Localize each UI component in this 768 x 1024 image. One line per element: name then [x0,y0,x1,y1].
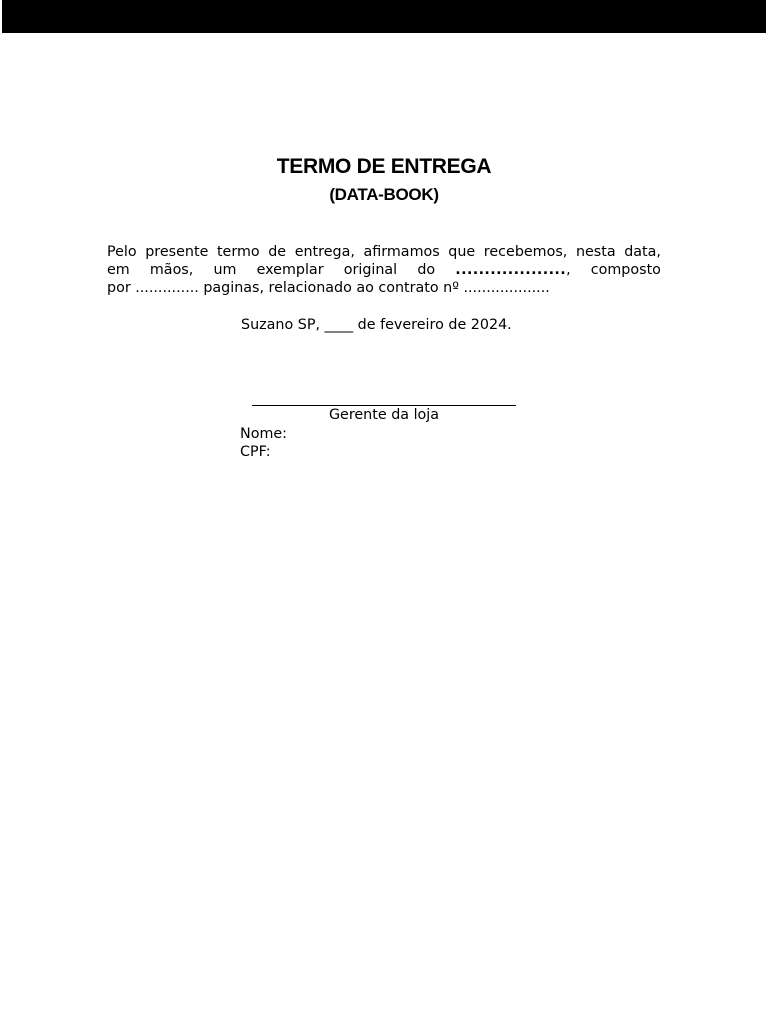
paragraph-line-2 [107,261,661,279]
word: relacionado [268,280,352,296]
word: de [268,244,287,260]
word: nº [443,280,459,296]
word: ao [356,280,374,296]
word: contrato [378,280,439,296]
name-label: Nome: [240,426,287,442]
word: data, [624,244,661,260]
word: termo [216,244,260,260]
place-and-date: Suzano SP, ____ de fevereiro de 2024. [241,317,512,333]
paragraph-line-1 [107,243,661,261]
page-count-blank: .............. [135,280,199,296]
word: em [107,262,130,278]
bold-dots-blank: ................... [455,262,567,278]
blank-item-field [455,261,570,279]
word: original [343,262,398,278]
word: por [107,280,131,296]
word: nesta [575,244,616,260]
word: exemplar [256,262,324,278]
signature-role: Gerente da loja [328,407,440,423]
document-subtitle: (DATA-BOOK) [329,185,439,204]
word: composto [590,262,661,278]
top-black-bar [2,0,766,33]
word: paginas, [203,280,265,296]
word: que [448,244,476,260]
word: Pelo [107,244,137,260]
word: presente [145,244,209,260]
word: mãos, [149,262,194,278]
cpf-label: CPF: [240,444,271,460]
word: do [417,262,436,278]
body-paragraph [107,243,661,297]
word: um [213,262,237,278]
word: recebemos, [483,244,568,260]
word: afirmamos [363,244,440,260]
comma: , [566,262,571,278]
paragraph-line-3 [107,279,661,297]
document-title: TERMO DE ENTREGA [276,155,492,178]
word: entrega, [294,244,355,260]
contract-number-blank: ................... [463,280,550,296]
